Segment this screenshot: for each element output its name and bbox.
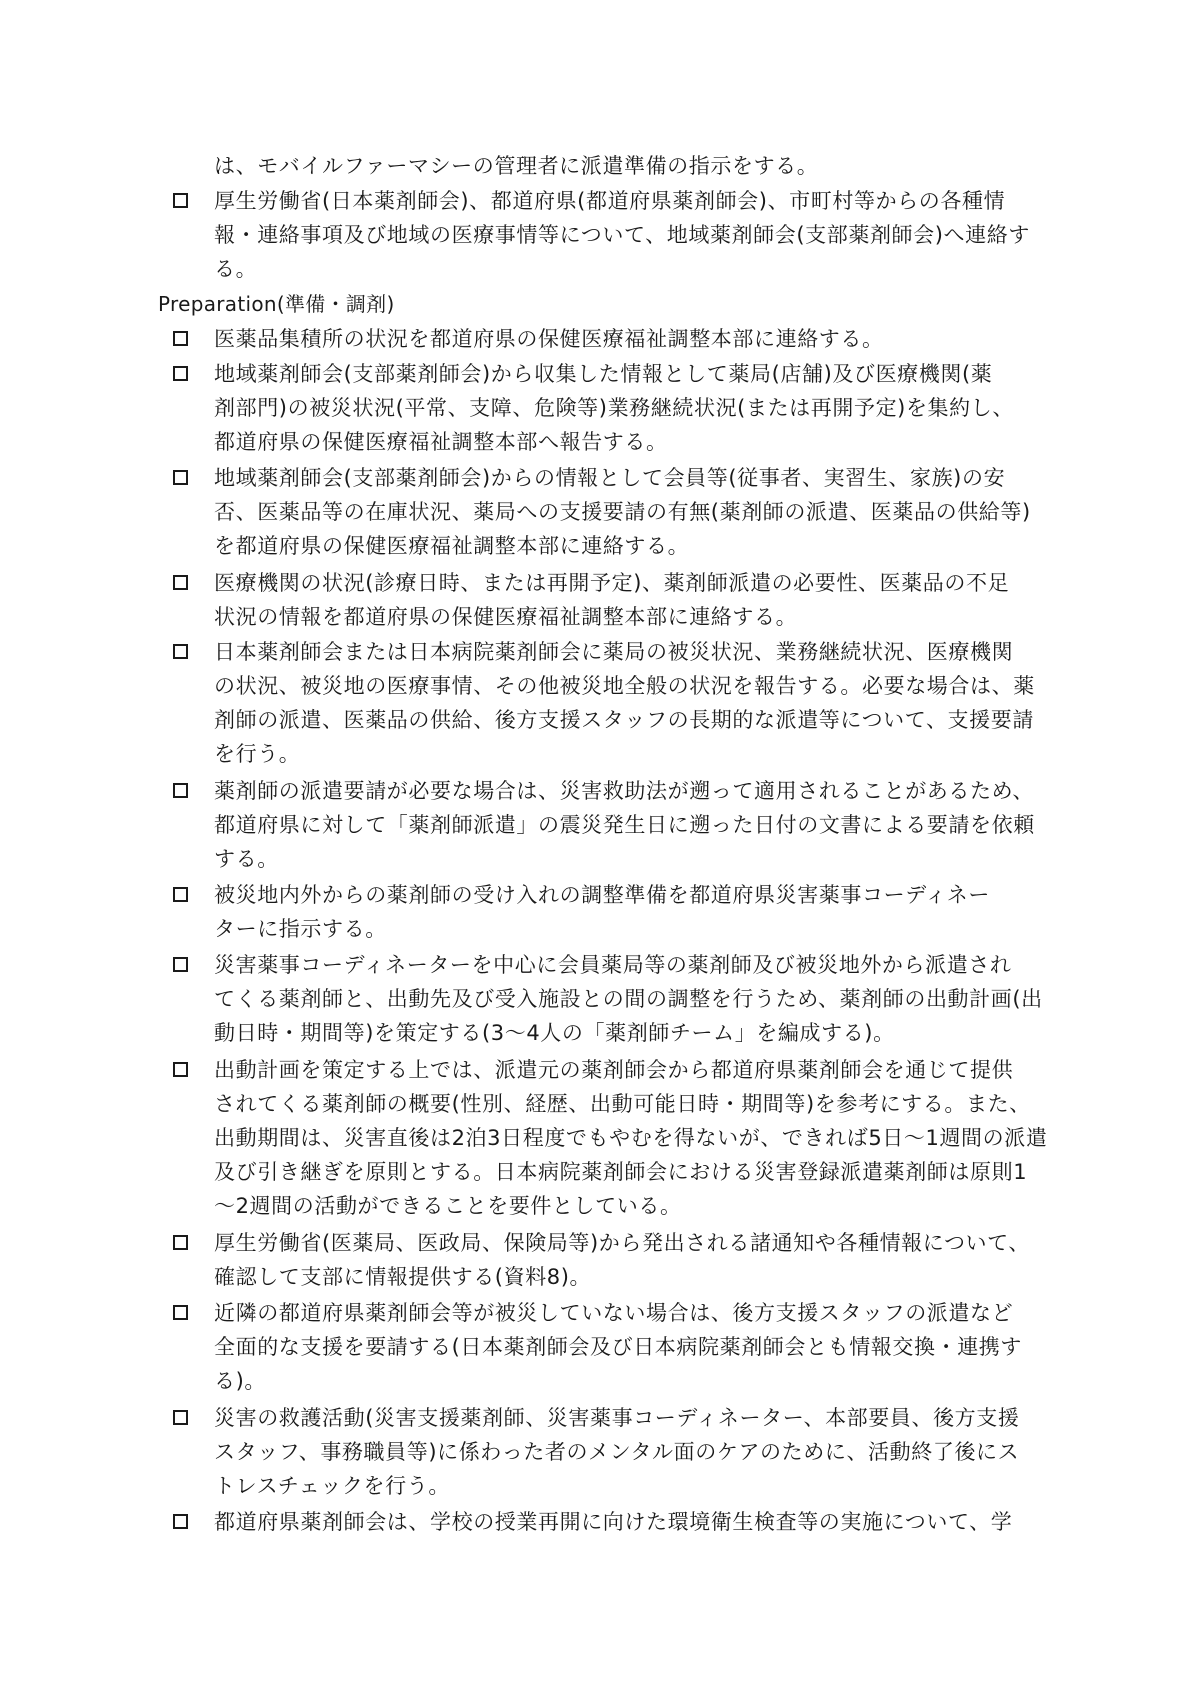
item-text: 確認して支部に情報提供する(資料8)。 bbox=[214, 1265, 592, 1289]
item-text: 災害薬事コーディネーターを中心に会員薬局等の薬剤師及び被災地外から派遣され bbox=[214, 953, 1012, 977]
checkbox-icon bbox=[173, 1514, 188, 1529]
checkbox-icon bbox=[173, 366, 188, 381]
item-text: トレスチェックを行う。 bbox=[214, 1474, 450, 1498]
checkbox-icon bbox=[173, 887, 188, 902]
item-text: 剤師の派遣、医薬品の供給、後方支援スタッフの長期的な派遣等について、支援要請 bbox=[214, 708, 1034, 732]
item-text: る。 bbox=[214, 257, 258, 281]
item-text: る)。 bbox=[214, 1369, 266, 1393]
item-text: 全面的な支援を要請する(日本薬剤師会及び日本病院薬剤師会とも情報交換・連携す bbox=[214, 1335, 1022, 1359]
item-text: 及び引き継ぎを原則とする。日本病院薬剤師会における災害登録派遣薬剤師は原則1 bbox=[214, 1160, 1028, 1184]
checkbox-icon bbox=[173, 1235, 188, 1250]
checkbox-icon bbox=[173, 331, 188, 346]
checkbox-icon bbox=[173, 957, 188, 972]
item-text: スタッフ、事務職員等)に係わった者のメンタル面のケアのために、活動終了後にス bbox=[214, 1440, 1020, 1464]
item-text: 状況の情報を都道府県の保健医療福祉調整本部に連絡する。 bbox=[214, 605, 798, 629]
checkbox-icon bbox=[173, 1062, 188, 1077]
item-text: 出動期間は、災害直後は2泊3日程度でもやむを得ないが、できれば5日〜1週間の派遣 bbox=[214, 1126, 1048, 1150]
item-text: されてくる薬剤師の概要(性別、経歴、出動可能日時・期間等)を参考にする。また、 bbox=[214, 1092, 1031, 1116]
item-text: 医薬品集積所の状況を都道府県の保健医療福祉調整本部に連絡する。 bbox=[214, 327, 884, 351]
item-text: 厚生労働省(医薬局、医政局、保険局等)から発出される諸通知や各種情報について、 bbox=[214, 1231, 1030, 1255]
item-text: する。 bbox=[214, 847, 279, 871]
item-text: を行う。 bbox=[214, 742, 301, 766]
item-text: 日本薬剤師会または日本病院薬剤師会に薬局の被災状況、業務継続状況、医療機関 bbox=[214, 640, 1014, 664]
item-text: 薬剤師の派遣要請が必要な場合は、災害救助法が遡って適用されることがあるため、 bbox=[214, 779, 1034, 803]
item-text: 都道府県薬剤師会は、学校の授業再開に向けた環境衛生検査等の実施について、学 bbox=[214, 1510, 1013, 1534]
item-text: 医療機関の状況(診療日時、または再開予定)、薬剤師派遣の必要性、医薬品の不足 bbox=[214, 571, 1010, 595]
item-text: 近隣の都道府県薬剤師会等が被災していない場合は、後方支援スタッフの派遣など bbox=[214, 1301, 1014, 1325]
item-text: の状況、被災地の医療事情、その他被災地全般の状況を報告する。必要な場合は、薬 bbox=[214, 674, 1035, 698]
checkbox-icon bbox=[173, 470, 188, 485]
section-heading: Preparation(準備・調剤) bbox=[158, 292, 395, 316]
item-text: 報・連絡事項及び地域の医療事情等について、地域薬剤師会(支部薬剤師会)へ連絡す bbox=[214, 223, 1030, 247]
checkbox-icon bbox=[173, 1410, 188, 1425]
item-text: ターに指示する。 bbox=[214, 917, 387, 941]
item-text: 剤部門)の被災状況(平常、支障、危険等)業務継続状況(または再開予定)を集約し、 bbox=[214, 396, 1014, 420]
checkbox-icon bbox=[173, 575, 188, 590]
item-text: 〜2週間の活動ができることを要件としている。 bbox=[214, 1194, 682, 1218]
item-text: 厚生労働省(日本薬剤師会)、都道府県(都道府県薬剤師会)、市町村等からの各種情 bbox=[214, 189, 1006, 213]
item-text: 動日時・期間等)を策定する(3〜4人の「薬剤師チーム」を編成する)。 bbox=[214, 1021, 895, 1045]
item-text: 被災地内外からの薬剤師の受け入れの調整準備を都道府県災害薬事コーディネー bbox=[214, 883, 990, 907]
item-text: 否、医薬品等の在庫状況、薬局への支援要請の有無(薬剤師の派遣、医薬品の供給等) bbox=[214, 500, 1031, 524]
continuation-text: は、モバイルファーマシーの管理者に派遣準備の指示をする。 bbox=[214, 154, 819, 178]
checkbox-icon bbox=[173, 193, 188, 208]
item-text: 出動計画を策定する上では、派遣元の薬剤師会から都道府県薬剤師会を通じて提供 bbox=[214, 1058, 1014, 1082]
checkbox-icon bbox=[173, 783, 188, 798]
item-text: 地域薬剤師会(支部薬剤師会)からの情報として会員等(従事者、実習生、家族)の安 bbox=[214, 466, 1006, 490]
checkbox-icon bbox=[173, 644, 188, 659]
item-text: 災害の救護活動(災害支援薬剤師、災害薬事コーディネーター、本部要員、後方支援 bbox=[214, 1406, 1020, 1430]
item-text: 地域薬剤師会(支部薬剤師会)から収集した情報として薬局(店舗)及び医療機関(薬 bbox=[214, 362, 993, 386]
item-text: 都道府県に対して「薬剤師派遣」の震災発生日に遡った日付の文書による要請を依頼 bbox=[214, 813, 1035, 837]
checkbox-icon bbox=[173, 1305, 188, 1320]
item-text: を都道府県の保健医療福祉調整本部に連絡する。 bbox=[214, 534, 690, 558]
item-text: てくる薬剤師と、出動先及び受入施設との間の調整を行うため、薬剤師の出動計画(出 bbox=[214, 987, 1043, 1011]
item-text: 都道府県の保健医療福祉調整本部へ報告する。 bbox=[214, 430, 668, 454]
